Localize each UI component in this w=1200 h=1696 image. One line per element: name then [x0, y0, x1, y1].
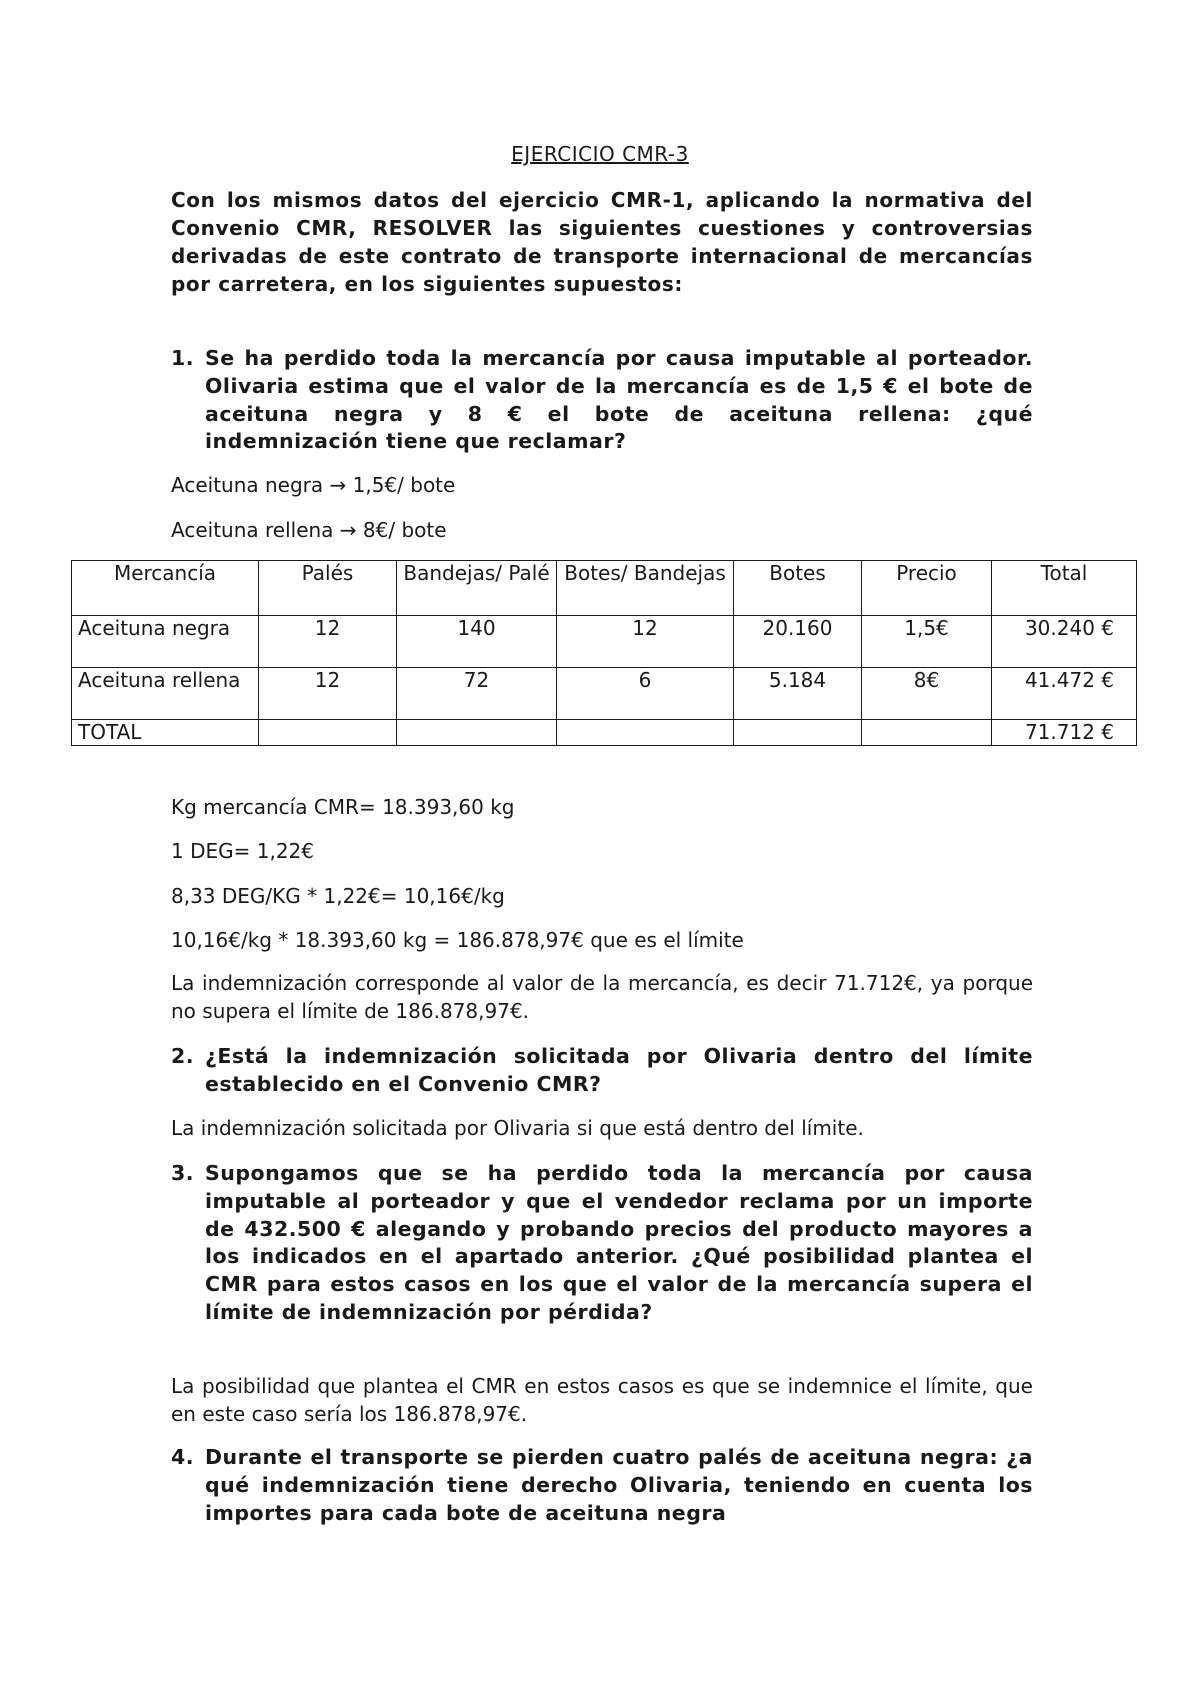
table-cell-empty: [862, 720, 992, 746]
calc-line: 1 DEG= 1,22€: [171, 839, 314, 863]
table-cell-empty: [557, 720, 734, 746]
calc-line: Kg mercancía CMR= 18.393,60 kg: [171, 795, 515, 819]
question-text: Se ha perdido toda la mercancía por causa imputable al porteador. Olivaria estima que el valor de la mercancía es de 1,5 € el bote de aceituna negra y 8 € el bote de aceituna rellena: ¿qué indemnización tiene que reclamar?: [205, 346, 1033, 454]
table-cell: 30.240 €: [992, 616, 1137, 668]
total-label: TOTAL: [72, 720, 259, 746]
column-header: Total: [992, 561, 1137, 616]
question-text: Durante el transporte se pierden cuatro palés de aceituna negra: ¿a qué indemnización tiene derecho Olivaria, teniendo en cuenta los importes para cada bote de aceituna negra: [205, 1445, 1033, 1525]
table-cell: 1,5€: [862, 616, 992, 668]
table-total-row: [72, 720, 1137, 746]
table-cell: 12: [259, 668, 397, 720]
question-text: Supongamos que se ha perdido toda la mercancía por causa imputable al porteador y que el vendedor reclama por un importe de 432.500 € alegando y probando precios del producto mayores a los indicados en el apartado anterior. ¿Qué posibilidad plantea el CMR para estos casos en los que el valor de la mercancía supera el límite de indemnización por pérdida?: [205, 1161, 1033, 1324]
table-cell: Aceituna rellena: [72, 668, 259, 720]
table-row: [72, 668, 1137, 720]
page-title: EJERCICIO CMR-3: [511, 142, 689, 166]
table-cell-empty: [734, 720, 862, 746]
column-header: Bandejas/ Palé: [397, 561, 557, 616]
table-cell: 12: [259, 616, 397, 668]
question-text: ¿Está la indemnización solicitada por Olivaria dentro del límite establecido en el Convenio CMR?: [205, 1044, 1033, 1096]
question-1: [171, 345, 1033, 456]
intro-paragraph: Con los mismos datos del ejercicio CMR-1, aplicando la normativa del Convenio CMR, RESOLVER las siguientes cuestiones y controversias derivadas de este contrato de transporte internacional de mercancías por carretera, en los siguientes supuestos:: [171, 188, 1033, 296]
table-cell: 8€: [862, 668, 992, 720]
answer-1: La indemnización corresponde al valor de la mercancía, es decir 71.712€, ya porque no supera el límite de 186.878,97€.: [171, 971, 1033, 1023]
question-number: 4.: [171, 1445, 195, 1469]
calc-line: 10,16€/kg * 18.393,60 kg = 186.878,97€ que es el límite: [171, 928, 744, 952]
table-cell: 41.472 €: [992, 668, 1137, 720]
column-header: Precio: [862, 561, 992, 616]
goods-table: [71, 560, 1137, 746]
price-line-negra: Aceituna negra → 1,5€/ bote: [171, 473, 456, 497]
question-number: 3.: [171, 1161, 195, 1185]
price-line-rellena: Aceituna rellena → 8€/ bote: [171, 518, 447, 542]
table-cell: 12: [557, 616, 734, 668]
total-value: 71.712 €: [992, 720, 1137, 746]
calc-line: 8,33 DEG/KG * 1,22€= 10,16€/kg: [171, 884, 505, 908]
table-cell-empty: [397, 720, 557, 746]
table-cell: 6: [557, 668, 734, 720]
table-cell: Aceituna negra: [72, 616, 259, 668]
table-cell-empty: [259, 720, 397, 746]
question-number: 1.: [171, 346, 195, 370]
column-header: Botes/ Bandejas: [557, 561, 734, 616]
table-cell: 72: [397, 668, 557, 720]
table-header-row: [72, 561, 1137, 616]
table-cell: 5.184: [734, 668, 862, 720]
answer-3: La posibilidad que plantea el CMR en estos casos es que se indemnice el límite, que en este caso sería los 186.878,97€.: [171, 1374, 1033, 1426]
table-cell: 20.160: [734, 616, 862, 668]
question-2: [171, 1043, 1033, 1099]
question-number: 2.: [171, 1044, 195, 1068]
table-cell: 140: [397, 616, 557, 668]
question-3: [171, 1160, 1033, 1327]
answer-2: La indemnización solicitada por Olivaria si que está dentro del límite.: [171, 1116, 864, 1140]
table-row: [72, 616, 1137, 668]
column-header: Mercancía: [72, 561, 259, 616]
question-4: [171, 1444, 1033, 1527]
column-header: Palés: [259, 561, 397, 616]
column-header: Botes: [734, 561, 862, 616]
